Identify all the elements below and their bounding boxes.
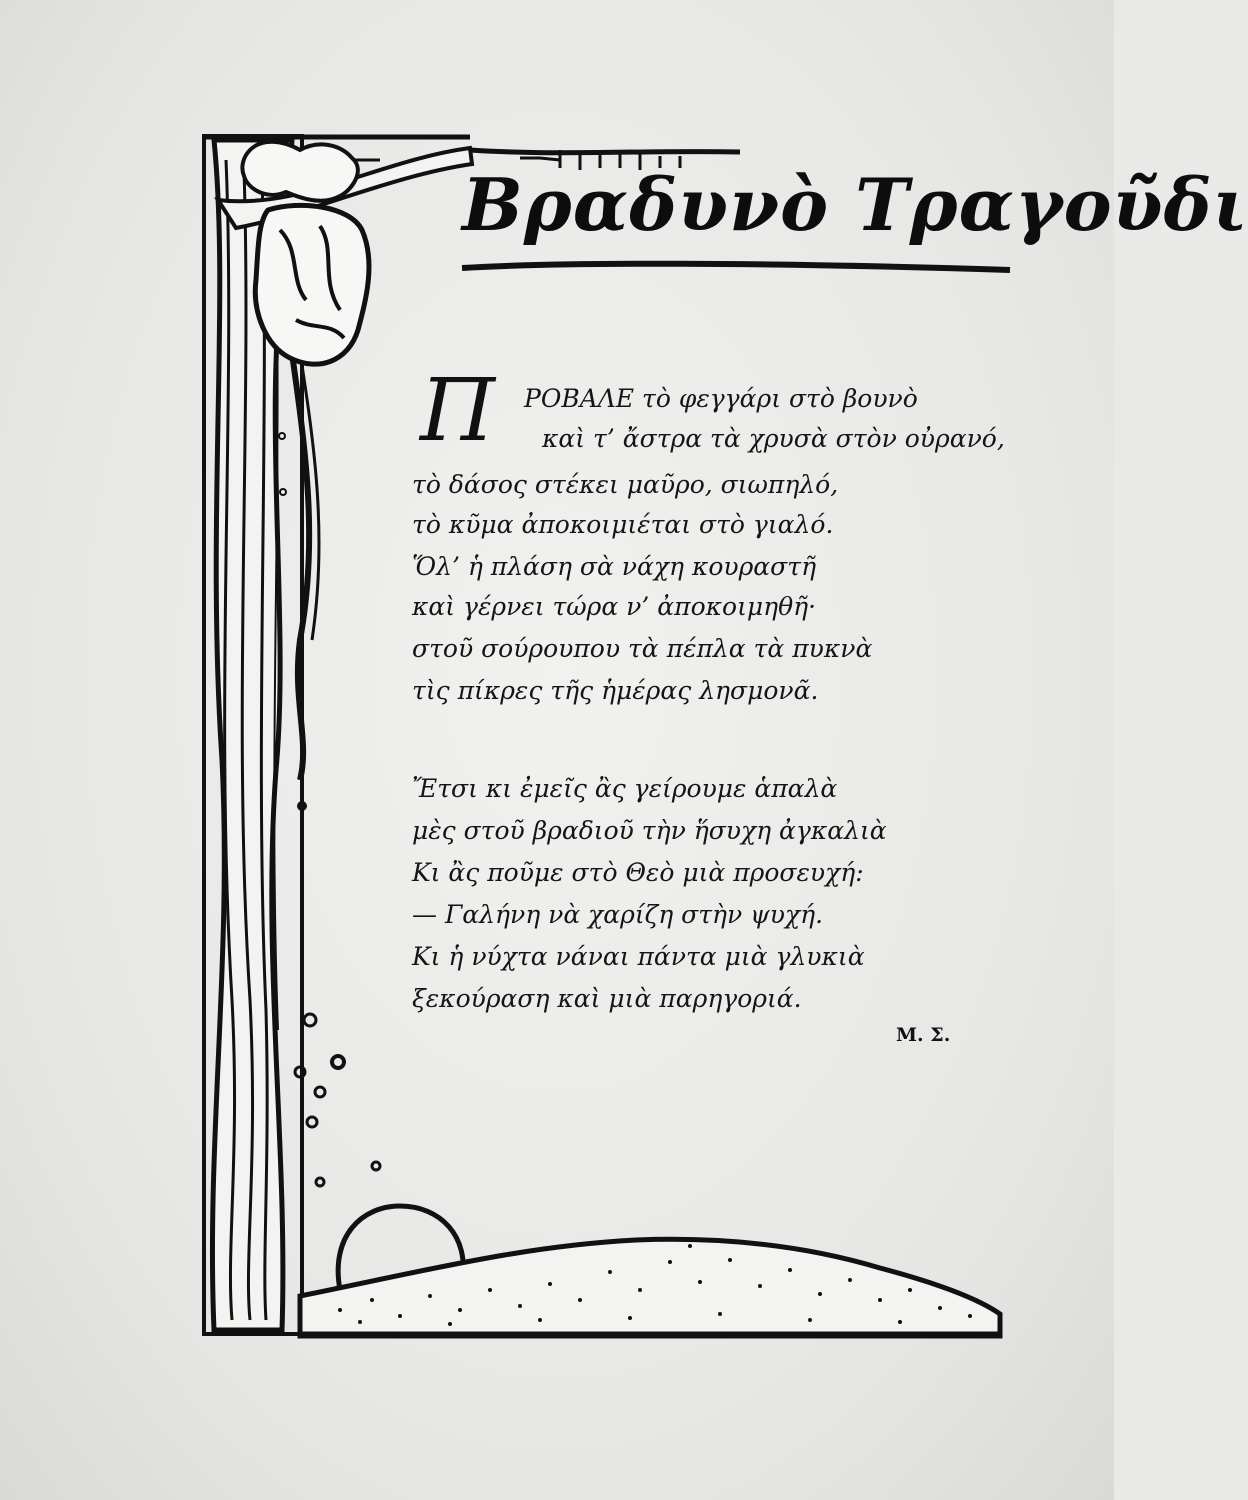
poem-line: — Γαλήνη νὰ χαρίζη στὴν ψυχή.	[412, 900, 824, 929]
poem-line: στοῦ σούρουπου τὰ πέπλα τὰ πυκνὰ	[412, 634, 873, 663]
poem-line: ΡΟΒΑΛΕ τὸ φεγγάρι στὸ βουνὸ	[524, 384, 918, 413]
drop-cap: Π	[420, 361, 495, 461]
poem-line: Ἔτσι κι ἐμεῖς ἂς γείρουμε ἁπαλὰ	[412, 774, 838, 803]
poem-line: τὶς πίκρες τῆς ἡμέρας λησμονᾶ.	[412, 676, 819, 705]
poem-title: Βραδυνὸ Τραγοῦδι	[462, 162, 1248, 247]
author-signature: Μ. Σ.	[896, 1024, 951, 1046]
poem-line: μὲς στοῦ βραδιοῦ τὴν ἥσυχη ἀγκαλιὰ	[412, 816, 887, 845]
poem-line: Κι ἂς ποῦμε στὸ Θεὸ μιὰ προσευχή:	[412, 858, 864, 887]
poem-line: Ὅλ’ ἡ πλάση σὰ νάχη κουραστῆ	[412, 552, 817, 581]
poem-line: καὶ τ’ ἄστρα τὰ χρυσὰ στὸν οὐρανό,	[542, 424, 1005, 453]
poem-line: καὶ γέρνει τώρα ν’ ἀποκοιμηθῆ·	[412, 592, 817, 621]
poem-line: τὸ κῦμα ἀποκοιμιέται στὸ γιαλό.	[412, 510, 834, 539]
poem-line: τὸ δάσος στέκει μαῦρο, σιωπηλό,	[412, 470, 839, 499]
poem-line: Κι ἡ νύχτα νάναι πάντα μιὰ γλυκιὰ	[412, 942, 865, 971]
poem-line: ξεκούραση καὶ μιὰ παρηγοριά.	[412, 984, 802, 1013]
